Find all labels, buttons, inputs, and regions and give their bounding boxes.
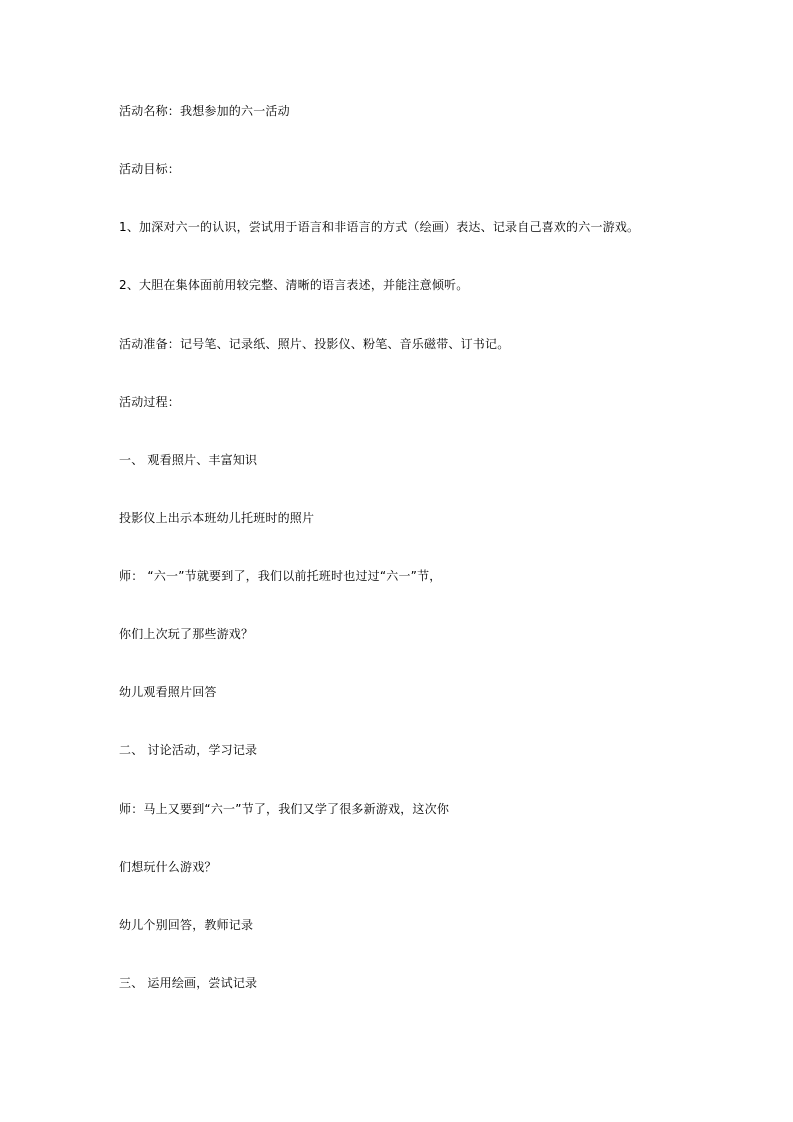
paragraph-line: 投影仪上出示本班幼儿托班时的照片 bbox=[119, 511, 315, 525]
section-3-heading: 三、 运用绘画，尝试记录 bbox=[119, 976, 258, 990]
paragraph-line: 师：马上又要到“六一”节了，我们又学了很多新游戏，这次你 bbox=[119, 802, 450, 816]
paragraph-line: 师： “六一”节就要到了，我们以前托班时也过过“六一”节， bbox=[119, 569, 442, 583]
activity-preparation: 活动准备：记号笔、记录纸、照片、投影仪、粉笔、音乐磁带、订书记。 bbox=[119, 337, 510, 351]
activity-goals-heading: 活动目标： bbox=[119, 162, 181, 176]
paragraph-line: 幼儿个别回答，教师记录 bbox=[119, 918, 254, 932]
goal-item-1: 1、加深对六一的认识，尝试用于语言和非语言的方式（绘画）表达、记录自己喜欢的六一游戏。 bbox=[119, 220, 640, 234]
paragraph-line: 幼儿观看照片回答 bbox=[119, 685, 217, 699]
paragraph-line: 们想玩什么游戏？ bbox=[119, 860, 217, 874]
section-1-heading: 一、 观看照片、丰富知识 bbox=[119, 453, 258, 467]
goal-item-2: 2、大胆在集体面前用较完整、清晰的语言表述，并能注意倾听。 bbox=[119, 278, 469, 292]
activity-title: 活动名称：我想参加的六一活动 bbox=[119, 104, 290, 118]
section-2-heading: 二、 讨论活动，学习记录 bbox=[119, 743, 258, 757]
activity-process-heading: 活动过程： bbox=[119, 395, 181, 409]
paragraph-line: 你们上次玩了那些游戏？ bbox=[119, 627, 254, 641]
